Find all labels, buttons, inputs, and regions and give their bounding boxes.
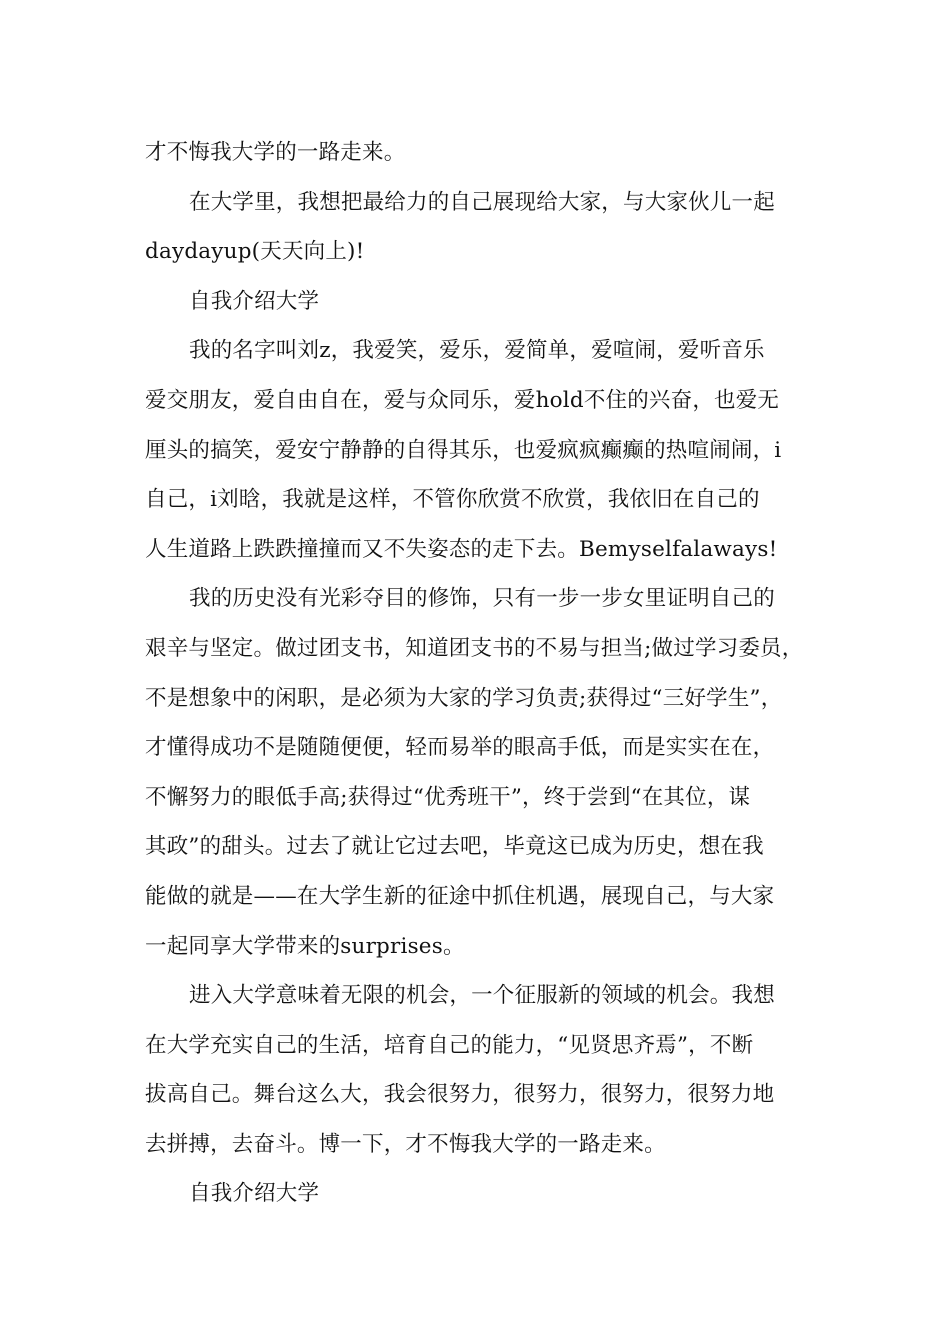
text-line: 其政”的甜头。过去了就让它过去吧，毕竟这已成为历史，想在我	[145, 834, 764, 860]
text-line: 才懂得成功不是随随便便，轻而易举的眼高手低，而是实实在在，	[145, 735, 775, 761]
text-line: 在大学里，我想把最给力的自己展现给大家，与大家伙儿一起	[189, 189, 775, 215]
text-line: 自己，i刘晗，我就是这样，不管你欣赏不欣赏，我依旧在自己的	[145, 487, 760, 513]
text-line: 在大学充实自己的生活，培育自己的能力，“见贤思齐焉”，不断	[145, 1032, 754, 1058]
section-heading: 自我介绍大学	[189, 1181, 320, 1207]
text-line: 去拼搏，去奋斗。博一下，才不悔我大学的一路走来。	[145, 1131, 666, 1157]
text-line: 进入大学意味着无限的机会，一个征服新的领域的机会。我想	[189, 983, 775, 1009]
text-line: 爱交朋友，爱自由自在，爱与众同乐，爱hold不住的兴奋，也爱无	[145, 387, 780, 413]
text-line: 人生道路上跌跌撞撞而又不失姿态的走下去。Bemyselfalaways!	[145, 536, 778, 562]
text-line: 不懈努力的眼低手高;获得过“优秀班干”，终于尝到“在其位，谋	[145, 784, 751, 810]
text-line: 才不悔我大学的一路走来。	[145, 140, 406, 165]
section-heading: 自我介绍大学	[189, 288, 320, 314]
text-line: 一起同享大学带来的surprises。	[145, 933, 465, 959]
document-body	[145, 128, 817, 1219]
text-line: 我的历史没有光彩夺目的修饰，只有一步一步女里证明自己的	[189, 586, 775, 612]
text-line: 艰辛与坚定。做过团支书，知道团支书的不易与担当;做过学习委员，	[145, 635, 804, 661]
text-line: 厘头的搞笑，爱安宁静静的自得其乐，也爱疯疯癫癫的热喧闹闹，i	[145, 437, 782, 463]
text-line: 拔高自己。舞台这么大，我会很努力，很努力，很努力，很努力地	[145, 1082, 775, 1108]
text-line: 我的名字叫刘z，我爱笑，爱乐，爱简单，爱喧闹，爱听音乐	[189, 338, 765, 364]
text-line: daydayup(天天向上)!	[145, 239, 365, 265]
text-line: 不是想象中的闲职，是必须为大家的学习负责;获得过“三好学生”，	[145, 685, 783, 711]
text-line: 能做的就是——在大学生新的征途中抓住机遇，展现自己，与大家	[145, 883, 775, 909]
